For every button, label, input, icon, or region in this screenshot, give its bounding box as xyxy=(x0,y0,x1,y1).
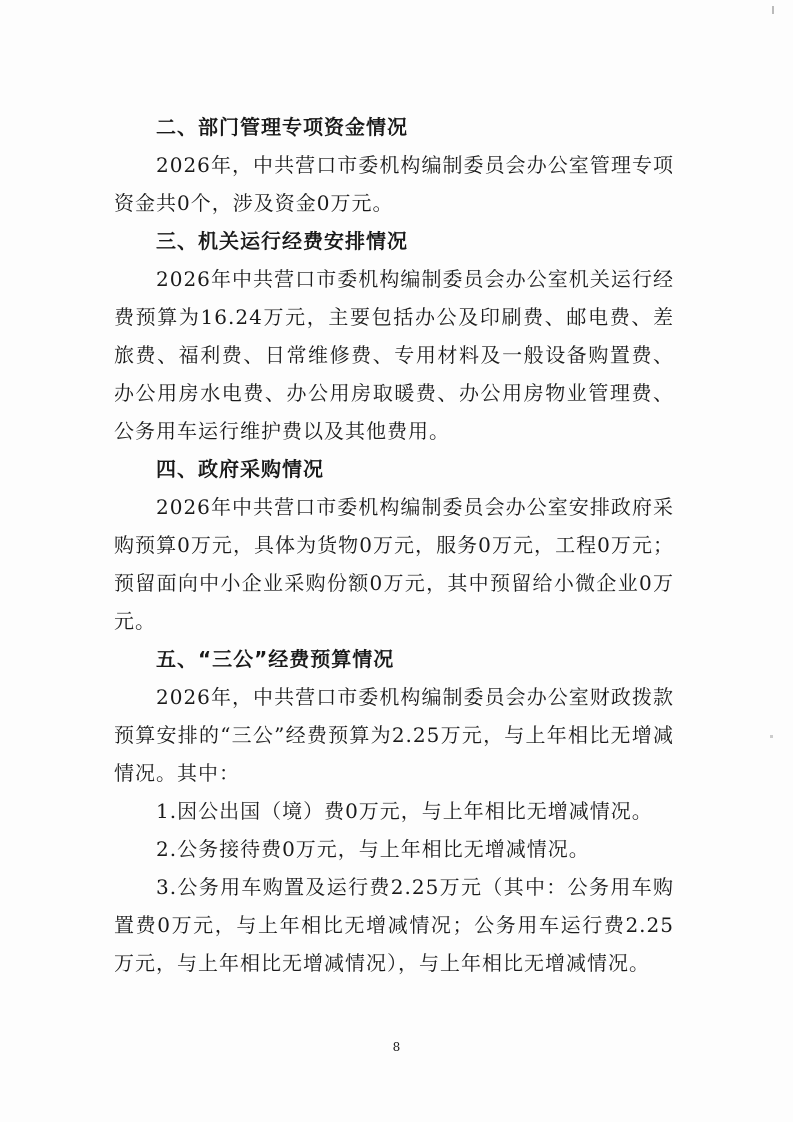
list-item: 3.公务用车购置及运行费2.25万元（其中：公务用车购置费0万元，与上年相比无增减情况；公务用车运行费2.25万元，与上年相比无增减情况），与上年相比无增减情况。 xyxy=(114,875,674,975)
page-number: 8 xyxy=(392,1040,401,1054)
section-paragraph: 2026年中共营口市委机构编制委员会办公室安排政府采购预算0万元，具体为货物0万元，服务0万元，工程0万元；预留面向中小企业采购份额0万元，其中预留给小微企业0万元。 xyxy=(114,495,674,633)
list-item: 1.因公出国（境）费0万元，与上年相比无增减情况。 xyxy=(156,799,653,823)
section-paragraph: 2026年，中共营口市委机构编制委员会办公室财政拨款预算安排的“三公”经费预算为2.25万元，与上年相比无增减情况。其中： xyxy=(114,685,674,785)
section-heading: 三、机关运行经费安排情况 xyxy=(156,229,408,253)
section-paragraph: 2026年中共营口市委机构编制委员会办公室机关运行经费预算为16.24万元，主要包括办公及印刷费、邮电费、差旅费、福利费、日常维修费、专用材料及一般设备购置费、办公用房水电费、办公用房取暖费、办公用房物业管理费、公务用车运行维护费以及其他费用。 xyxy=(114,267,674,443)
scan-mark xyxy=(772,6,774,14)
list-item: 2.公务接待费0万元，与上年相比无增减情况。 xyxy=(156,837,590,861)
section-paragraph: 2026年，中共营口市委机构编制委员会办公室管理专项资金共0个，涉及资金0万元。 xyxy=(114,153,674,215)
scan-mark xyxy=(770,735,773,738)
section-heading: 五、“三公”经费预算情况 xyxy=(156,647,395,671)
section-heading: 四、政府采购情况 xyxy=(156,457,324,481)
document-body xyxy=(114,108,674,982)
section-heading: 二、部门管理专项资金情况 xyxy=(156,115,408,139)
